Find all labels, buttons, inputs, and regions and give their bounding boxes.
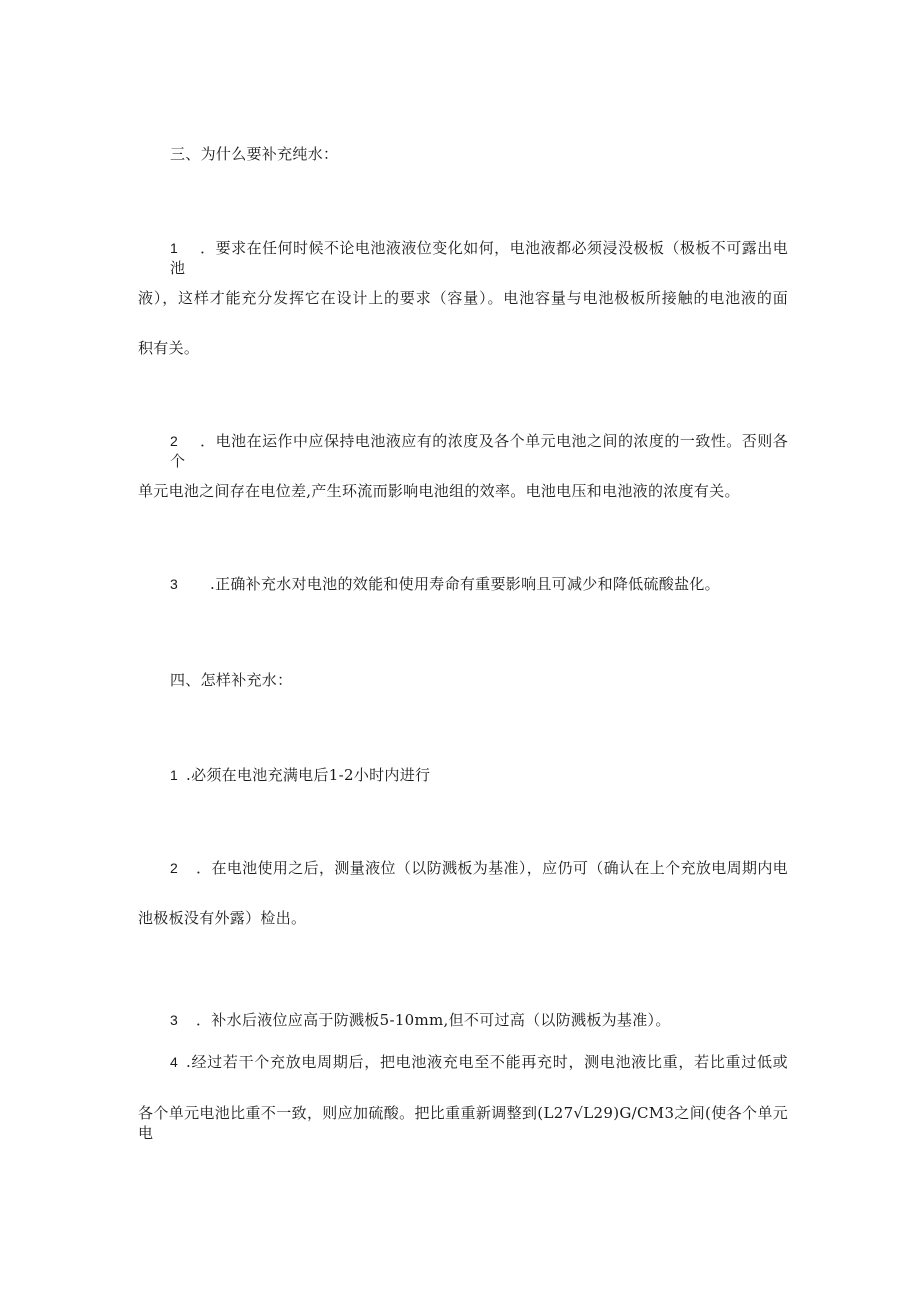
paragraph-line: [170, 574, 788, 594]
item-text: ．要求在任何时候不论电池液液位变化如何，电池液都必须浸没极板（极板不可露出电池: [170, 239, 788, 277]
paragraph-line: [170, 238, 788, 278]
paragraph-line: [170, 858, 788, 878]
item-number: 1: [170, 240, 179, 256]
paragraph-line: 各个单元电池比重不一致，则应加硫酸。把比重重新调整到(L27√L29)G∕CM3之间(使各个单元电: [138, 1104, 788, 1142]
item-text: .必须在电池充满电后1-2小时内进行: [186, 766, 431, 784]
paragraph-line: [170, 431, 788, 471]
item-text: .经过若干个充放电周期后，把电池液充电至不能再充时，测电池液比重，若比重过低或: [186, 1053, 788, 1071]
item-number: 2: [170, 860, 179, 876]
paragraph-line: 积有关。: [138, 339, 200, 357]
paragraph-line: [170, 1052, 788, 1072]
paragraph-line: 单元电池之间存在电位差,产生环流而影响电池组的效率。电池电压和电池液的浓度有关。: [138, 482, 740, 500]
item-number: 4: [170, 1054, 179, 1070]
paragraph-line: [170, 1010, 788, 1030]
item-text: ．补水后液位应高于防溅板5-10mm,但不可过高（以防溅板为基准）。: [196, 1011, 671, 1029]
item-text: .正确补充水对电池的效能和使用寿命有重要影响且可减少和降低硫酸盐化。: [210, 575, 720, 593]
item-number: 1: [170, 767, 179, 783]
item-number: 3: [170, 576, 179, 592]
section-heading: 三、为什么要补充纯水：: [170, 145, 339, 163]
paragraph-line: [170, 765, 788, 785]
paragraph-line: 液），这样才能充分发挥它在设计上的要求（容量）。电池容量与电池极板所接触的电池液的面: [138, 289, 788, 307]
item-number: 2: [170, 433, 179, 449]
item-number: 3: [170, 1012, 179, 1028]
paragraph-line: 池极板没有外露）检出。: [138, 909, 307, 927]
item-text: ．在电池使用之后，测量液位（以防溅板为基准），应仍可（确认在上个充放电周期内电: [196, 859, 788, 877]
section-heading: 四、怎样补充水：: [170, 671, 293, 689]
item-text: ．电池在运作中应保持电池液应有的浓度及各个单元电池之间的浓度的一致性。否则各个: [170, 432, 788, 470]
